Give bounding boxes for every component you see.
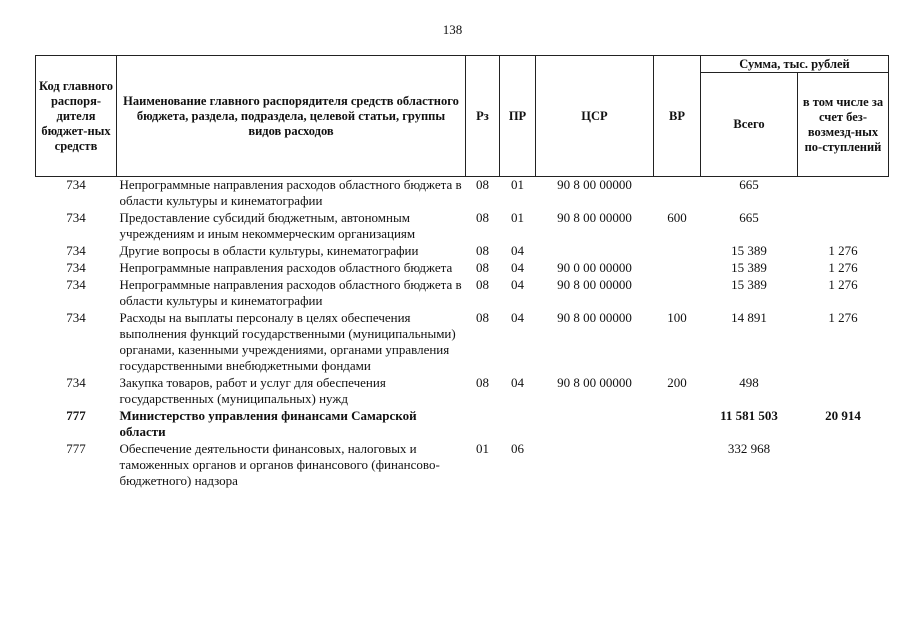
row-pr: 01 <box>511 177 524 192</box>
row-csr: 90 8 00 00000 <box>557 210 632 225</box>
row-name: Обеспечение деятельности финансовых, налоговых и таможенных органов и органов финансового (финансово-бюджетного) надзора <box>119 441 440 488</box>
row-vr: 200 <box>667 375 687 390</box>
row-pr: 04 <box>511 277 524 292</box>
row-code: 734 <box>66 375 86 390</box>
row-pr: 06 <box>511 441 524 456</box>
row-total: 332 968 <box>727 441 771 456</box>
row-incl <box>798 177 889 211</box>
header-name: Наименование главного распорядителя средств областного бюджета, раздела, подраздела, целевой статьи, группы видов расходов <box>117 56 466 177</box>
row-total: 665 <box>739 210 759 225</box>
row-rz: 08 <box>476 260 489 275</box>
row-vr <box>654 243 701 260</box>
row-rz: 08 <box>476 277 489 292</box>
row-csr: 90 8 00 00000 <box>557 310 632 325</box>
row-rz: 08 <box>476 310 489 325</box>
row-rz: 08 <box>476 177 489 192</box>
row-total: 14 891 <box>731 310 767 325</box>
row-incl: 1 276 <box>828 243 858 258</box>
row-total: 15 389 <box>731 277 767 292</box>
table-row <box>36 260 889 277</box>
row-csr <box>536 243 654 260</box>
row-code: 734 <box>66 260 86 275</box>
row-pr: 04 <box>511 375 524 390</box>
row-csr: 90 0 00 00000 <box>557 260 632 275</box>
row-code: 734 <box>66 277 86 292</box>
row-name: Министерство управления финансами Самарской области <box>119 408 417 439</box>
row-csr: 90 8 00 00000 <box>557 375 632 390</box>
row-rz: 08 <box>476 375 489 390</box>
row-code: 777 <box>66 441 86 456</box>
header-incl: в том числе за счет без-возмезд-ных по-ступлений <box>798 73 889 177</box>
row-code: 734 <box>66 177 86 192</box>
row-rz <box>466 408 500 441</box>
row-name: Непрограммные направления расходов областного бюджета <box>119 260 453 275</box>
row-code: 734 <box>66 310 86 325</box>
row-pr: 04 <box>511 260 524 275</box>
budget-table <box>35 55 889 490</box>
header-code: Код главного распоря-дителя бюджет-ных средств <box>36 56 117 177</box>
table-row <box>36 408 889 441</box>
table-row <box>36 277 889 310</box>
row-vr <box>654 277 701 310</box>
row-csr: 90 8 00 00000 <box>557 177 632 192</box>
row-code: 734 <box>66 210 86 225</box>
row-name: Другие вопросы в области культуры, кинематографии <box>119 243 419 258</box>
row-total: 15 389 <box>731 260 767 275</box>
row-incl <box>798 375 889 408</box>
header-csr: ЦСР <box>536 56 654 177</box>
row-csr <box>536 408 654 441</box>
row-incl <box>798 441 889 490</box>
header-pr: ПР <box>500 56 536 177</box>
table-row <box>36 375 889 408</box>
row-name: Закупка товаров, работ и услуг для обеспечения государственных (муниципальных) нужд <box>119 375 386 406</box>
row-incl: 1 276 <box>828 310 858 325</box>
header-vr: ВР <box>654 56 701 177</box>
row-pr: 01 <box>511 210 524 225</box>
row-total: 15 389 <box>731 243 767 258</box>
page-number: 138 <box>442 22 463 37</box>
row-name: Расходы на выплаты персоналу в целях обеспечения выполнения функций государственными (муниципальными) органами, казенными учреждениями, органами управления государственными внебюджетными фондами <box>119 310 456 373</box>
row-rz: 08 <box>476 243 489 258</box>
row-vr <box>654 177 701 211</box>
table-row <box>36 310 889 375</box>
row-code: 777 <box>66 408 86 423</box>
header-total: Всего <box>701 73 798 177</box>
row-name: Непрограммные направления расходов областного бюджета в области культуры и кинематографии <box>119 177 462 208</box>
table-row <box>36 210 889 243</box>
row-pr: 04 <box>511 310 524 325</box>
row-total: 11 581 503 <box>720 408 778 423</box>
row-vr <box>654 441 701 490</box>
table-row <box>36 441 889 490</box>
row-incl: 1 276 <box>828 260 858 275</box>
row-rz: 01 <box>476 441 489 456</box>
row-csr: 90 8 00 00000 <box>557 277 632 292</box>
header-rz: Рз <box>466 56 500 177</box>
table-row <box>36 177 889 211</box>
row-name: Непрограммные направления расходов областного бюджета в области культуры и кинематографии <box>119 277 462 308</box>
row-pr <box>500 408 536 441</box>
row-csr <box>536 441 654 490</box>
header-sum: Сумма, тыс. рублей <box>701 56 889 73</box>
row-incl <box>798 210 889 243</box>
row-vr <box>654 408 701 441</box>
row-vr: 600 <box>667 210 687 225</box>
row-code: 734 <box>66 243 86 258</box>
row-rz: 08 <box>476 210 489 225</box>
row-incl: 20 914 <box>825 408 861 423</box>
row-name: Предоставление субсидий бюджетным, автономным учреждениям и иным некоммерческим организациям <box>119 210 416 241</box>
row-total: 498 <box>739 375 759 390</box>
row-vr: 100 <box>667 310 687 325</box>
row-incl: 1 276 <box>828 277 858 292</box>
row-pr: 04 <box>511 243 524 258</box>
row-vr <box>654 260 701 277</box>
row-total: 665 <box>739 177 759 192</box>
table-row <box>36 243 889 260</box>
